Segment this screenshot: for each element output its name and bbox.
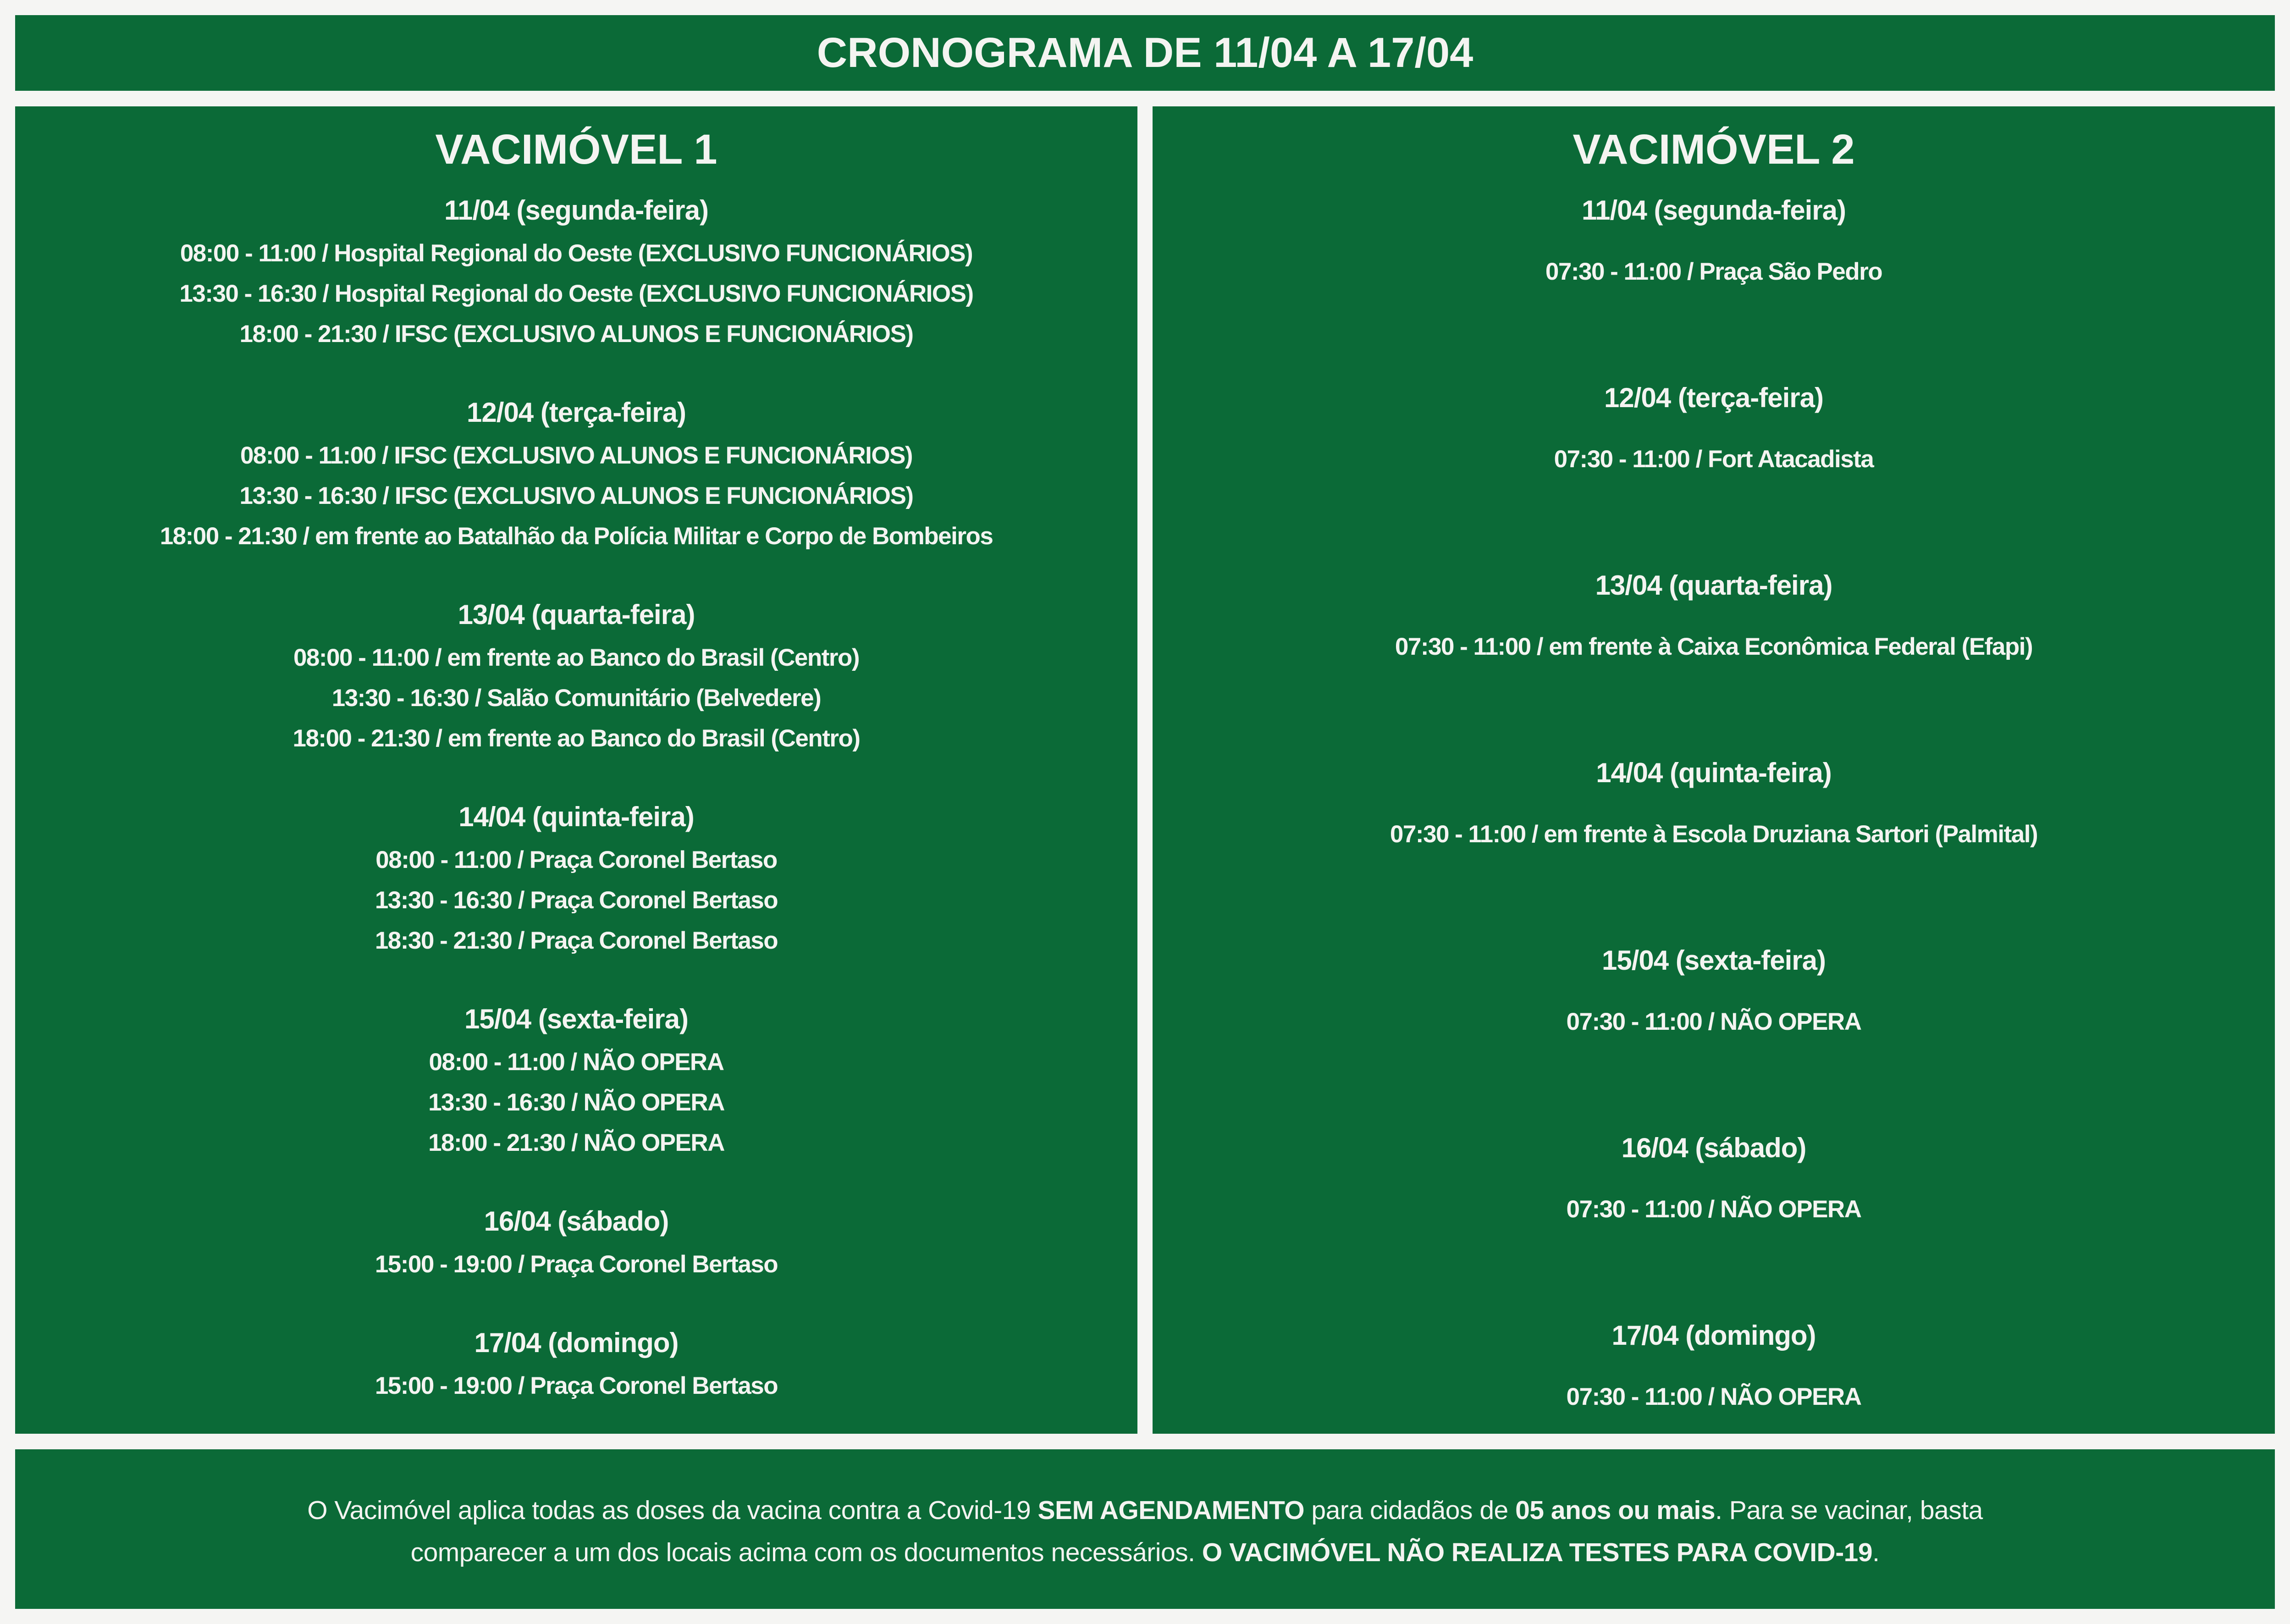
schedule-line: 13:30 - 16:30 / Hospital Regional do Oeste (EXCLUSIVO FUNCIONÁRIOS) — [179, 280, 973, 307]
footer-text-bold: SEM AGENDAMENTO — [1037, 1496, 1305, 1525]
header-band — [15, 15, 2275, 91]
schedule-line: 08:00 - 11:00 / Hospital Regional do Oeste (EXCLUSIVO FUNCIONÁRIOS) — [180, 240, 973, 267]
day-block — [15, 1003, 1137, 1163]
day-header: 16/04 (sábado) — [484, 1206, 669, 1237]
day-block — [15, 194, 1137, 354]
day-block — [15, 1327, 1137, 1406]
day-header: 11/04 (segunda-feira) — [1582, 195, 1846, 226]
schedule-line: 07:30 - 11:00 / NÃO OPERA — [1566, 1383, 1861, 1410]
day-header: 13/04 (quarta-feira) — [458, 599, 695, 630]
day-block — [15, 397, 1137, 557]
schedule-line: 15:00 - 19:00 / Praça Coronel Bertaso — [375, 1251, 778, 1278]
column-title: VACIMÓVEL 1 — [435, 126, 717, 173]
day-header: 11/04 (segunda-feira) — [444, 195, 708, 226]
footer-text: O Vacimóvel aplica todas as doses da vacina contra a Covid-19 — [307, 1496, 1038, 1525]
column-vacimovel-1 — [15, 106, 1137, 1434]
day-header: 14/04 (quinta-feira) — [458, 801, 694, 832]
footer-text-bold: O VACIMÓVEL NÃO REALIZA TESTES PARA COVID-19 — [1202, 1538, 1873, 1567]
schedule-line: 07:30 - 11:00 / NÃO OPERA — [1566, 1196, 1861, 1223]
schedule-line: 18:00 - 21:30 / IFSC (EXCLUSIVO ALUNOS E FUNCIONÁRIOS) — [239, 320, 913, 348]
day-header: 16/04 (sábado) — [1621, 1132, 1806, 1163]
day-header: 15/04 (sexta-feira) — [464, 1004, 688, 1034]
schedule-line: 08:00 - 11:00 / NÃO OPERA — [429, 1049, 724, 1076]
schedule-line: 07:30 - 11:00 / em frente à Caixa Econômica Federal (Efapi) — [1395, 633, 2033, 660]
day-header: 15/04 (sexta-feira) — [1602, 945, 1826, 976]
schedule-line: 18:00 - 21:30 / em frente ao Batalhão da Polícia Militar e Corpo de Bombeiros — [160, 523, 993, 550]
schedule-line: 07:30 - 11:00 / em frente à Escola Druziana Sartori (Palmital) — [1390, 821, 2038, 848]
schedule-line: 08:00 - 11:00 / IFSC (EXCLUSIVO ALUNOS E FUNCIONÁRIOS) — [240, 442, 913, 469]
day-block — [1153, 1320, 2275, 1417]
schedule-line: 18:30 - 21:30 / Praça Coronel Bertaso — [375, 927, 778, 954]
day-block — [15, 1205, 1137, 1285]
day-block — [1153, 1132, 2275, 1230]
day-header: 12/04 (terça-feira) — [467, 397, 686, 428]
schedule-line: 18:00 - 21:30 / em frente ao Banco do Brasil (Centro) — [292, 725, 860, 752]
day-header: 13/04 (quarta-feira) — [1595, 570, 1832, 601]
day-block — [1153, 569, 2275, 667]
day-header: 12/04 (terça-feira) — [1604, 382, 1823, 413]
schedule-line: 18:00 - 21:30 / NÃO OPERA — [428, 1129, 724, 1156]
footer-line-2 — [411, 1531, 1880, 1574]
schedule-line: 07:30 - 11:00 / Fort Atacadista — [1554, 446, 1874, 473]
schedule-line: 13:30 - 16:30 / NÃO OPERA — [428, 1089, 724, 1116]
day-header: 14/04 (quinta-feira) — [1596, 757, 1832, 788]
column-vacimovel-2 — [1153, 106, 2275, 1434]
day-block — [1153, 194, 2275, 292]
page-title: CRONOGRAMA DE 11/04 A 17/04 — [817, 29, 1473, 76]
schedule-line: 13:30 - 16:30 / Praça Coronel Bertaso — [375, 887, 778, 914]
day-header: 17/04 (domingo) — [1611, 1320, 1816, 1351]
footer-text: . Para se vacinar, basta — [1715, 1496, 1983, 1525]
column-title: VACIMÓVEL 2 — [1573, 126, 1855, 173]
schedule-line: 13:30 - 16:30 / Salão Comunitário (Belvedere) — [331, 685, 821, 712]
schedule-line: 07:30 - 11:00 / NÃO OPERA — [1566, 1008, 1861, 1035]
footer-text: para cidadãos de — [1304, 1496, 1516, 1525]
day-block — [1153, 945, 2275, 1042]
footer-text: comparecer a um dos locais acima com os documentos necessários. — [410, 1538, 1202, 1567]
footer-band — [15, 1449, 2275, 1609]
schedule-line: 13:30 - 16:30 / IFSC (EXCLUSIVO ALUNOS E FUNCIONÁRIOS) — [239, 482, 913, 509]
day-block — [1153, 757, 2275, 855]
schedule-line: 08:00 - 11:00 / em frente ao Banco do Brasil (Centro) — [293, 644, 860, 671]
schedule-line: 08:00 - 11:00 / Praça Coronel Bertaso — [375, 846, 777, 873]
footer-text-bold: 05 anos ou mais — [1515, 1496, 1716, 1525]
day-header: 17/04 (domingo) — [474, 1327, 679, 1358]
footer-text: . — [1872, 1538, 1880, 1567]
schedule-columns — [15, 106, 2275, 1434]
schedule-line: 07:30 - 11:00 / Praça São Pedro — [1545, 258, 1882, 285]
day-block — [15, 801, 1137, 961]
day-block — [1153, 382, 2275, 480]
day-block — [15, 599, 1137, 759]
schedule-line: 15:00 - 19:00 / Praça Coronel Bertaso — [375, 1372, 778, 1399]
footer-line-1 — [307, 1489, 1983, 1531]
